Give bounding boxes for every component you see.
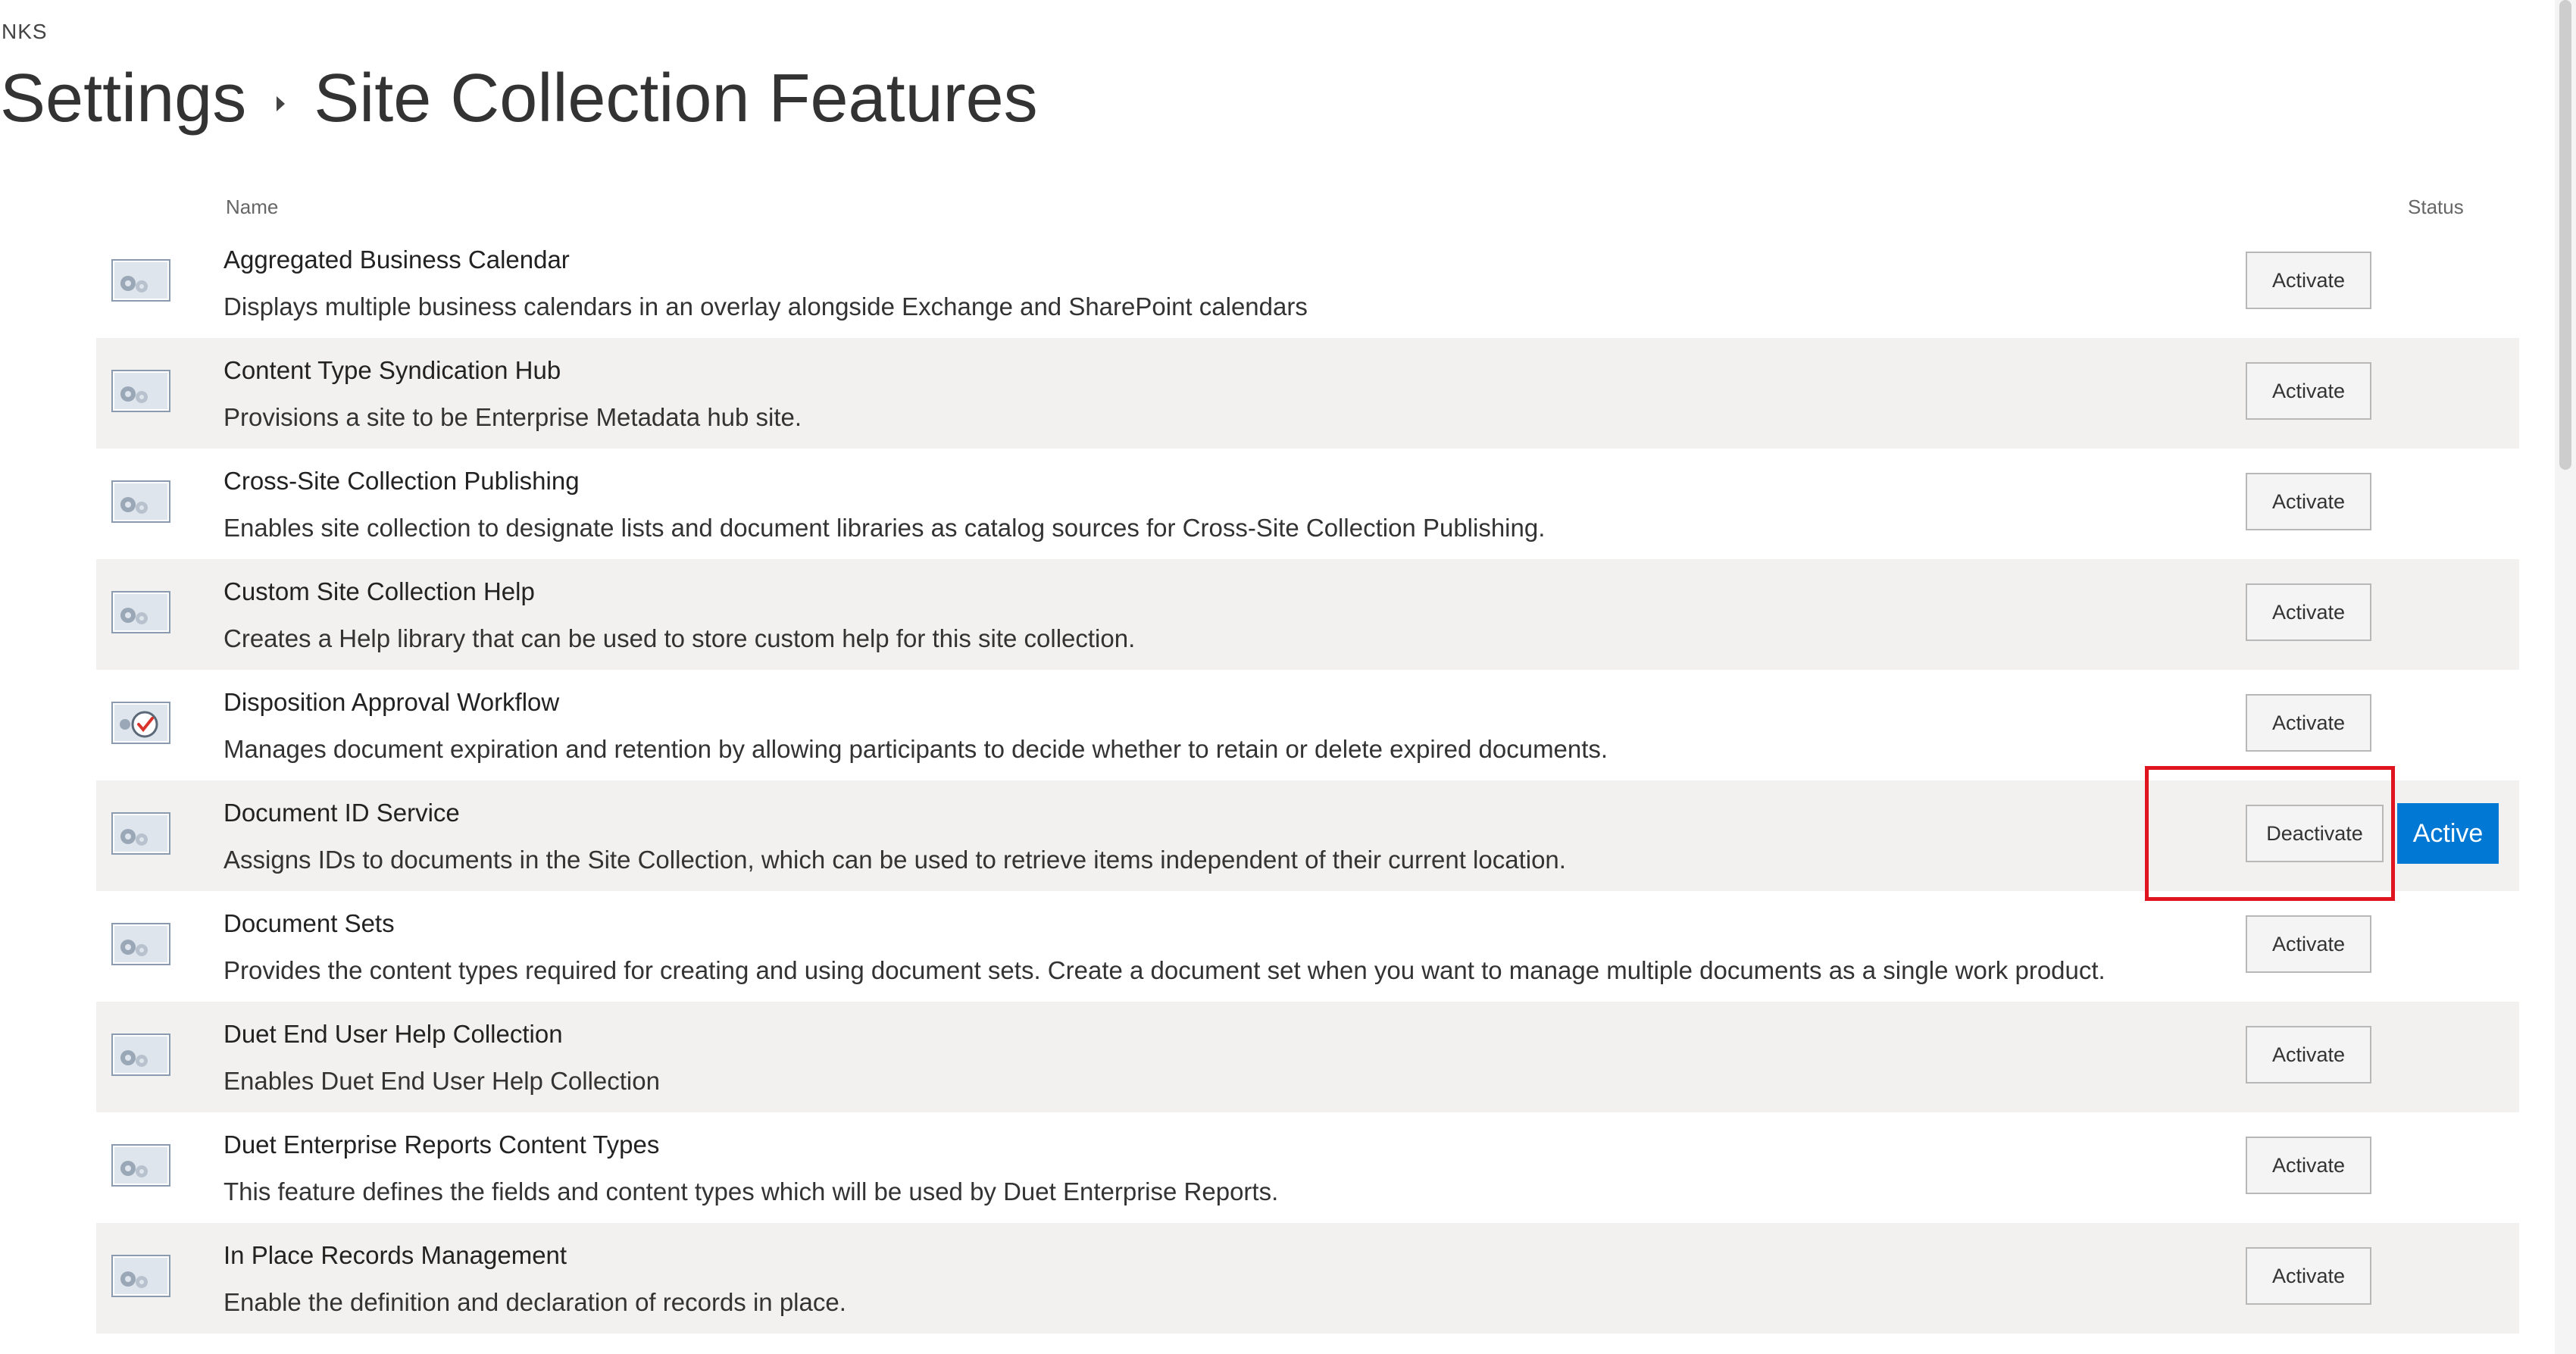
feature-description: Enable the definition and declaration of records in place. [224,1288,846,1316]
feature-gear-icon [111,923,170,965]
feature-gear-icon [111,480,170,523]
feature-title: Content Type Syndication Hub [224,356,561,384]
feature-description: This feature defines the fields and content types which will be used by Duet Enterprise Reports. [224,1177,1279,1205]
feature-description: Enables site collection to designate lists and document libraries as catalog sources for Cross-Site Collection Publishing. [224,514,1546,542]
feature-title: Duet Enterprise Reports Content Types [224,1130,660,1159]
activate-button[interactable]: Activate [2246,473,2371,530]
feature-row [96,1002,2519,1112]
feature-title: Document Sets [224,909,395,937]
site-name[interactable]: NKS [2,20,48,43]
feature-title: Document ID Service [224,799,460,827]
feature-row [96,227,2519,338]
activate-button[interactable]: Activate [2246,252,2371,309]
activate-button[interactable]: Activate [2246,1026,2371,1084]
deactivate-button[interactable]: Deactivate [2246,805,2384,862]
feature-row [96,559,2519,670]
feature-title: In Place Records Management [224,1241,567,1269]
activate-button[interactable]: Activate [2246,583,2371,641]
column-header-name: Name [226,195,279,218]
feature-description: Provides the content types required for creating and using document sets. Create a document set when you want to manage multiple documents as a single work product. [224,956,2106,984]
activate-button[interactable]: Activate [2246,1247,2371,1305]
feature-gear-icon [111,591,170,633]
feature-gear-icon [111,1033,170,1076]
feature-description: Displays multiple business calendars in an overlay alongside Exchange and SharePoint calendars [224,292,1308,321]
breadcrumb-separator-icon [277,96,285,111]
feature-row [96,338,2519,449]
breadcrumb-current: Site Collection Features [314,60,1038,136]
feature-list [96,227,2519,1334]
vertical-scrollbar[interactable] [2555,0,2576,1354]
feature-title: Custom Site Collection Help [224,577,535,605]
feature-row [96,1223,2519,1334]
feature-gear-icon [111,1255,170,1297]
feature-gear-icon [111,370,170,412]
breadcrumb-settings-link[interactable]: Settings [0,60,247,136]
feature-title: Duet End User Help Collection [224,1020,563,1048]
feature-row [96,449,2519,559]
feature-gear-icon [111,259,170,302]
status-badge: Active [2397,803,2499,864]
feature-row [96,670,2519,780]
workflow-check-icon [111,702,170,744]
column-header-status: Status [2408,195,2464,218]
feature-description: Creates a Help library that can be used to store custom help for this site collection. [224,624,1136,652]
feature-title: Cross-Site Collection Publishing [224,467,580,495]
page-title [0,53,1038,144]
scrollbar-thumb[interactable] [2559,0,2571,470]
feature-description: Provisions a site to be Enterprise Metadata hub site. [224,403,802,431]
feature-description: Manages document expiration and retention by allowing participants to decide whether to retain or delete expired documents. [224,735,1608,763]
feature-row [96,780,2519,891]
activate-button[interactable]: Activate [2246,362,2371,420]
feature-description: Assigns IDs to documents in the Site Collection, which can be used to retrieve items independent of their current location. [224,846,1566,874]
activate-button[interactable]: Activate [2246,694,2371,752]
feature-title: Aggregated Business Calendar [224,245,570,274]
feature-description: Enables Duet End User Help Collection [224,1067,660,1095]
feature-title: Disposition Approval Workflow [224,688,560,716]
feature-gear-icon [111,1144,170,1187]
feature-row [96,1112,2519,1223]
activate-button[interactable]: Activate [2246,915,2371,973]
feature-gear-icon [111,812,170,855]
activate-button[interactable]: Activate [2246,1137,2371,1194]
feature-row [96,891,2519,1002]
